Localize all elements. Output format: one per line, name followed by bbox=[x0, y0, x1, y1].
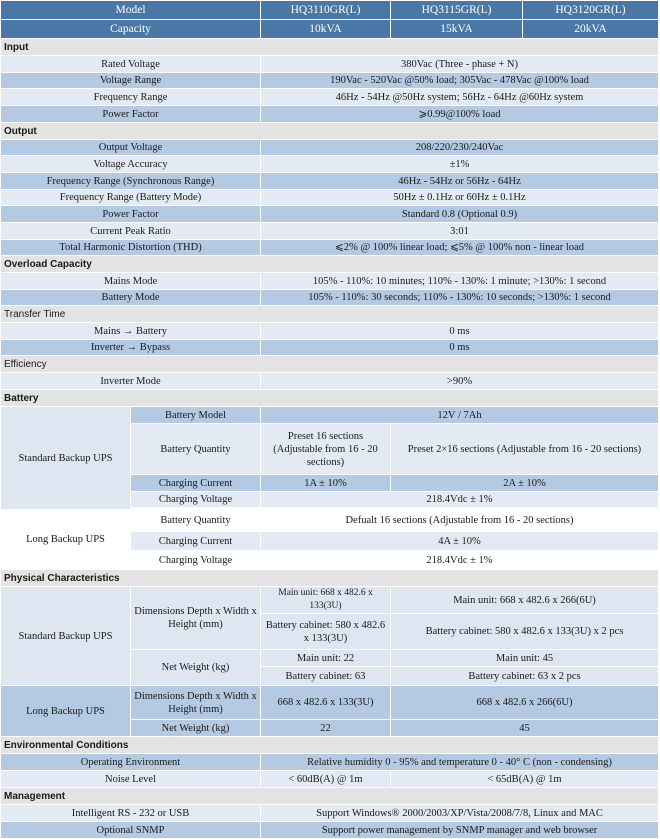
freq-sync-label: Frequency Range (Synchronous Range) bbox=[1, 173, 261, 190]
mains-battery-value: 0 ms bbox=[261, 323, 659, 340]
charging-current-15-20k: 2A ± 10% bbox=[391, 475, 659, 492]
output-voltage-value: 208/220/230/240Vac bbox=[261, 140, 659, 156]
rs232-label: Intelligent RS - 232 or USB bbox=[1, 805, 261, 822]
output-voltage-label: Output Voltage bbox=[1, 140, 261, 156]
battery-standard-label: Standard Backup UPS bbox=[1, 407, 131, 510]
section-transfer: Transfer Time bbox=[1, 306, 659, 323]
header-model-15k: HQ3115GR(L) bbox=[391, 1, 523, 20]
header-capacity-15k: 15kVA bbox=[391, 20, 523, 39]
battery-quantity-15-20k: Preset 2×16 sections (Adjustable from 16 - 20 sections) bbox=[391, 424, 659, 475]
battery-model-label: Battery Model bbox=[131, 407, 261, 424]
dimensions-label: Dimensions Depth x Width x Height (mm) bbox=[131, 587, 261, 650]
header-row-capacity bbox=[1, 20, 659, 39]
physical-long-label: Long Backup UPS bbox=[1, 686, 131, 737]
section-input: Input bbox=[1, 39, 659, 56]
charging-voltage-value: 218.4Vdc ± 1% bbox=[261, 492, 659, 508]
noise-level-10k: < 60dB(A) @ 1m bbox=[261, 771, 391, 788]
dimensions-cabinet-15-20k: Battery cabinet: 580 x 482.6 x 133(3U) x 2 pcs bbox=[391, 614, 659, 650]
section-efficiency: Efficiency bbox=[1, 356, 659, 373]
long-charging-current-value: 4A ± 10% bbox=[261, 532, 659, 551]
inverter-mode-label: Inverter Mode bbox=[1, 373, 261, 390]
header-capacity: Capacity bbox=[1, 20, 261, 39]
rs232-value: Support Windows® 2000/2003/XP/Vista/2008/7/8, Linux and MAC bbox=[261, 805, 659, 822]
long-net-weight-15-20k: 45 bbox=[391, 720, 659, 737]
long-charging-voltage-value: 218.4Vdc ± 1% bbox=[261, 551, 659, 570]
rated-voltage-label: Rated Voltage bbox=[1, 56, 261, 73]
dimensions-main-10k: Main unit: 668 x 482.6 x 133(3U) bbox=[261, 587, 391, 614]
long-net-weight-label: Net Weight (kg) bbox=[131, 720, 261, 737]
dimensions-cabinet-10k: Battery cabinet: 580 x 482.6 x 133(3U) bbox=[261, 614, 391, 650]
snmp-label: Optional SNMP bbox=[1, 822, 261, 839]
header-capacity-10k: 10kVA bbox=[261, 20, 391, 39]
net-weight-cabinet-15-20k: Battery cabinet: 63 x 2 pcs bbox=[391, 667, 659, 686]
header-model-10k: HQ3110GR(L) bbox=[261, 1, 391, 20]
dimensions-main-15-20k: Main unit: 668 x 482.6 x 266(6U) bbox=[391, 587, 659, 614]
inverter-bypass-label: Inverter → Bypass bbox=[1, 340, 261, 356]
long-battery-quantity-value: Defualt 16 sections (Adjustable from 16 - 20 sections) bbox=[261, 510, 659, 532]
operating-env-label: Operating Environment bbox=[1, 754, 261, 771]
section-overload: Overload Capacity bbox=[1, 256, 659, 273]
thd-label: Total Harmonic Distortion (THD) bbox=[1, 240, 261, 256]
peak-ratio-label: Current Peak Ratio bbox=[1, 223, 261, 240]
inverter-bypass-value: 0 ms bbox=[261, 340, 659, 356]
peak-ratio-value: 3:01 bbox=[261, 223, 659, 240]
freq-battery-label: Frequency Range (Battery Mode) bbox=[1, 190, 261, 206]
frequency-range-value: 46Hz - 54Hz @50Hz system; 56Hz - 64Hz @60Hz system bbox=[261, 89, 659, 106]
header-model-20k: HQ3120GR(L) bbox=[523, 1, 659, 20]
input-power-factor-value: ⩾0.99@100% load bbox=[261, 106, 659, 123]
net-weight-main-10k: Main unit: 22 bbox=[261, 650, 391, 667]
long-dimensions-10k: 668 x 482.6 x 133(3U) bbox=[261, 686, 391, 720]
battery-quantity-label: Battery Quantity bbox=[131, 424, 261, 475]
net-weight-main-15-20k: Main unit: 45 bbox=[391, 650, 659, 667]
overload-mains-label: Mains Mode bbox=[1, 273, 261, 290]
section-environment: Environmental Conditions bbox=[1, 737, 659, 754]
long-dimensions-label: Dimensions Depth x Width x Height (mm) bbox=[131, 686, 261, 720]
thd-value: ⩽2% @ 100% linear load; ⩽5% @ 100% non - linear load bbox=[261, 240, 659, 256]
section-output: Output bbox=[1, 123, 659, 140]
output-power-factor-value: Standard 0.8 (Optional 0.9) bbox=[261, 206, 659, 223]
voltage-accuracy-label: Voltage Accuracy bbox=[1, 156, 261, 173]
freq-battery-value: 50Hz ± 0.1Hz or 60Hz ± 0.1Hz bbox=[261, 190, 659, 206]
freq-sync-value: 46Hz - 54Hz or 56Hz - 64Hz bbox=[261, 173, 659, 190]
long-charging-current-label: Charging Current bbox=[131, 532, 261, 551]
input-power-factor-label: Power Factor bbox=[1, 106, 261, 123]
charging-current-label: Charging Current bbox=[131, 475, 261, 492]
voltage-range-value: 190Vac - 520Vac @50% load; 305Vac - 478Vac @100% load bbox=[261, 73, 659, 89]
overload-battery-label: Battery Mode bbox=[1, 290, 261, 306]
section-battery: Battery bbox=[1, 390, 659, 407]
net-weight-label: Net Weight (kg) bbox=[131, 650, 261, 686]
overload-mains-value: 105% - 110%: 10 minutes; 110% - 130%: 1 minute; >130%: 1 second bbox=[261, 273, 659, 290]
long-charging-voltage-label: Charging Voltage bbox=[131, 551, 261, 570]
header-row-model bbox=[1, 1, 659, 20]
voltage-accuracy-value: ±1% bbox=[261, 156, 659, 173]
long-battery-quantity-label: Battery Quantity bbox=[131, 510, 261, 532]
operating-env-value: Relative humidity 0 - 95% and temperature 0 - 40° C (non - condensing) bbox=[261, 754, 659, 771]
snmp-value: Support power management by SNMP manager and web browser bbox=[261, 822, 659, 839]
long-net-weight-10k: 22 bbox=[261, 720, 391, 737]
section-physical: Physical Characteristics bbox=[1, 570, 659, 587]
section-management: Management bbox=[1, 788, 659, 805]
voltage-range-label: Voltage Range bbox=[1, 73, 261, 89]
noise-level-15-20k: < 65dB(A) @ 1m bbox=[391, 771, 659, 788]
overload-battery-value: 105% - 110%: 30 seconds; 110% - 130%: 10 seconds; >130%: 1 second bbox=[261, 290, 659, 306]
header-capacity-20k: 20kVA bbox=[523, 20, 659, 39]
battery-long-label: Long Backup UPS bbox=[1, 510, 131, 570]
battery-quantity-10k: Preset 16 sections (Adjustable from 16 - 20 sections) bbox=[261, 424, 391, 475]
charging-current-10k: 1A ± 10% bbox=[261, 475, 391, 492]
physical-standard-label: Standard Backup UPS bbox=[1, 587, 131, 686]
net-weight-cabinet-10k: Battery cabinet: 63 bbox=[261, 667, 391, 686]
rated-voltage-value: 380Vac (Three - phase + N) bbox=[261, 56, 659, 73]
output-power-factor-label: Power Factor bbox=[1, 206, 261, 223]
frequency-range-label: Frequency Range bbox=[1, 89, 261, 106]
mains-battery-label: Mains → Battery bbox=[1, 323, 261, 340]
charging-voltage-label: Charging Voltage bbox=[131, 492, 261, 508]
inverter-mode-value: >90% bbox=[261, 373, 659, 390]
long-dimensions-15-20k: 668 x 482.6 x 266(6U) bbox=[391, 686, 659, 720]
noise-level-label: Noise Level bbox=[1, 771, 261, 788]
battery-model-value: 12V / 7Ah bbox=[261, 407, 659, 424]
header-model: Model bbox=[1, 1, 261, 20]
